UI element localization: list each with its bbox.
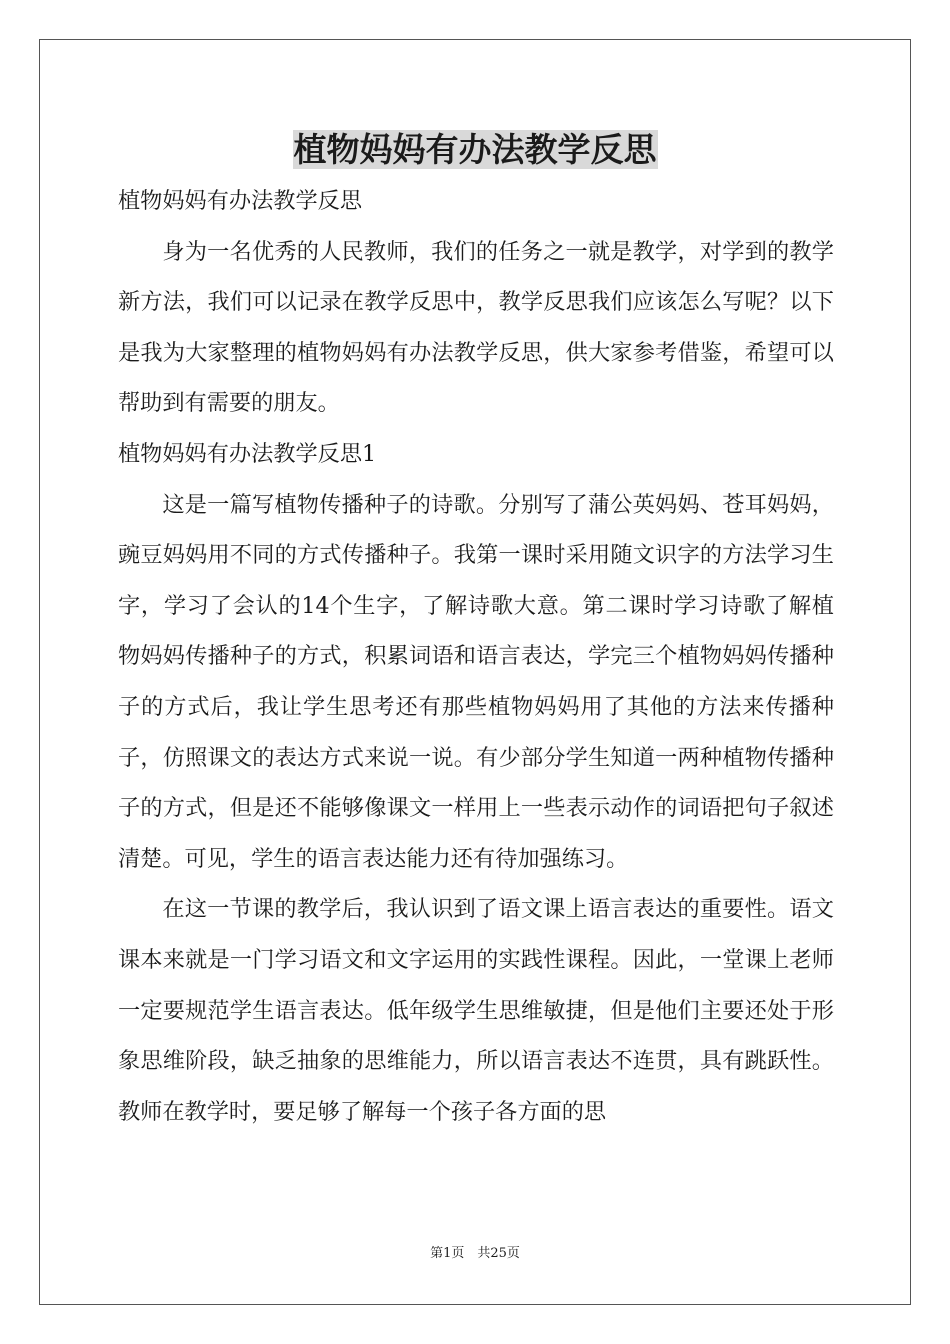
document-body (118, 176, 834, 1137)
body-paragraph-1: 这是一篇写植物传播种子的诗歌。分别写了蒲公英妈妈、苍耳妈妈，豌豆妈妈用不同的方式传播种子。我第一课时采用随文识字的方法学习生字，学习了会认的14个生字，了解诗歌大意。第二课时学习诗歌了解植物妈妈传播种子的方式，积累词语和语言表达，学完三个植物妈妈传播种子的方式后，我让学生思考还有那些植物妈妈用了其他的方法来传播种子，仿照课文的表达方式来说一说。有少部分学生知道一两种植物传播种子的方式，但是还不能够像课文一样用上一些表示动作的词语把句子叙述清楚。可见，学生的语言表达能力还有待加强练习。 (118, 491, 834, 872)
document-title-text: 植物妈妈有办法教学反思 (293, 130, 657, 169)
page-number: 第1页 共25页 (430, 1246, 520, 1261)
document-title (0, 128, 950, 172)
body-paragraph-2: 在这一节课的教学后，我认识到了语文课上语言表达的重要性。语文课本来就是一门学习语文和文字运用的实践性课程。因此，一堂课上老师一定要规范学生语言表达。低年级学生思维敏捷，但是他们主要还处于形象思维阶段，缺乏抽象的思维能力，所以语言表达不连贯，具有跳跃性。教师在教学时，要足够了解每一个孩子各方面的思 (118, 896, 834, 1125)
intro-paragraph: 身为一名优秀的人民教师，我们的任务之一就是教学，对学到的教学新方法，我们可以记录在教学反思中，教学反思我们应该怎么写呢？以下是我为大家整理的植物妈妈有办法教学反思，供大家参考借鉴，希望可以帮助到有需要的朋友。 (118, 238, 834, 417)
page-footer (0, 1245, 950, 1263)
document-subtitle: 植物妈妈有办法教学反思 (118, 188, 363, 214)
section-heading: 植物妈妈有办法教学反思1 (118, 440, 377, 467)
